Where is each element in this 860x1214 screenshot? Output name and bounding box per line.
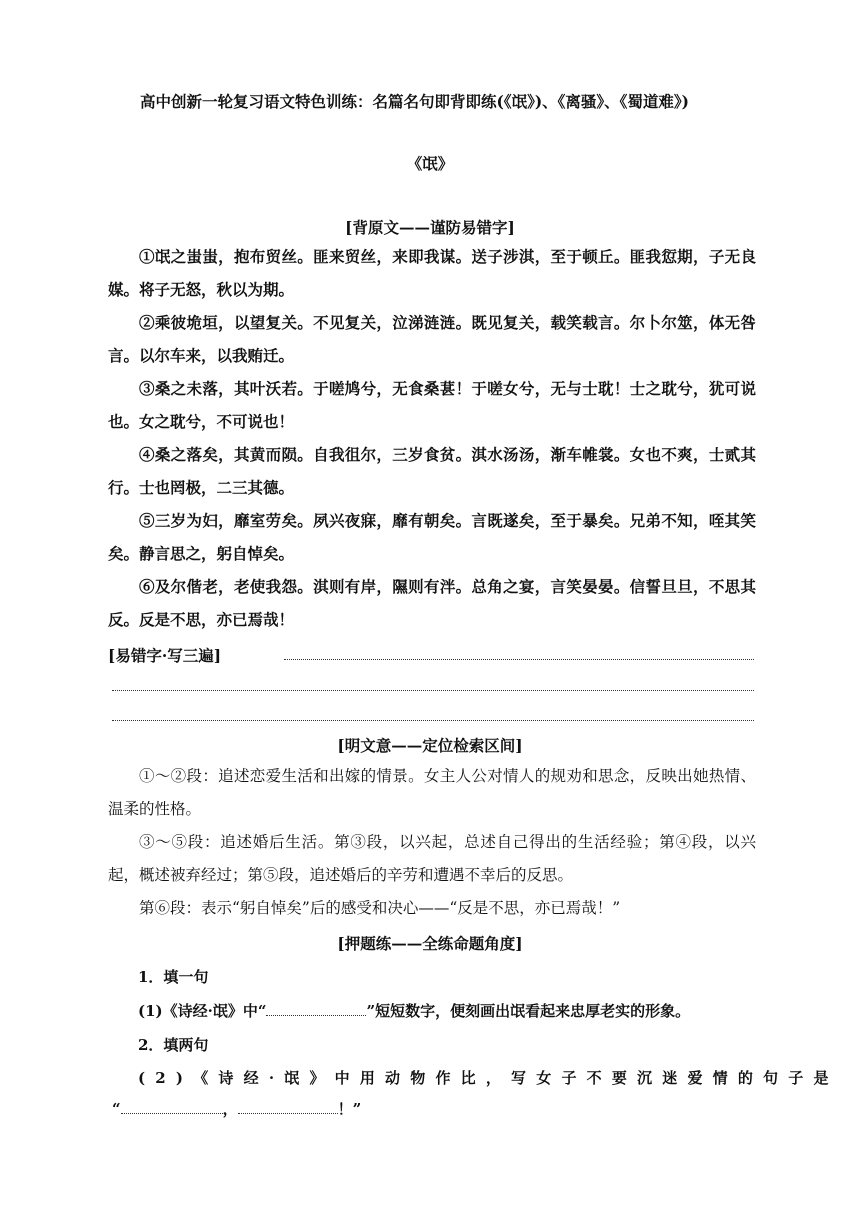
question-2-comma: ， (222, 1100, 238, 1118)
question-1-prefix: (1)《诗经·氓》中“ (138, 1002, 267, 1020)
meaning-2: ③～⑤段：追述婚后生活。第③段，以兴起，总述自己得出的生活经验；第④段，以兴起，概述被弃经过；第⑤段，追述婚后的辛劳和遭遇不幸后的反思。 (108, 833, 756, 884)
answer-blank-1[interactable] (266, 1001, 366, 1016)
answer-blank-2[interactable] (121, 1099, 223, 1114)
section-heading-recite: [背原文——谨防易错字] (345, 218, 515, 237)
practice-label: [易错字·写三遍] (108, 646, 222, 665)
question-1-suffix: ”短短数字，便刻画出氓看起来忠厚老实的形象。 (366, 1002, 691, 1020)
section-heading-meaning: [明文意——定位检索区间] (337, 736, 523, 755)
meaning-1: ①～②段：追述恋爱生活和出嫁的情景。女主人公对情人的规劝和思念，反映出她热情、温柔的性格。 (108, 767, 756, 818)
meaning-3: 第⑥段：表示“躬自悼矣”后的感受和决心——“反是不思，亦已焉哉！” (139, 899, 621, 917)
stanza-1: ①氓之蚩蚩，抱布贸丝。匪来贸丝，来即我谋。送子涉淇，至于顿丘。匪我愆期，子无良媒。将子无怒，秋以为期。 (108, 247, 756, 299)
stanza-4: ④桑之落矣，其黄而陨。自我徂尔，三岁食贫。淇水汤汤，渐车帷裳。女也不爽，士贰其行。士也罔极，二三其德。 (108, 445, 756, 497)
exercise-heading-1: 1．填一句 (138, 968, 209, 986)
stanza-3: ③桑之未落，其叶沃若。于嗟鸠兮，无食桑葚！于嗟女兮，无与士耽！士之耽兮，犹可说也。女之耽兮，不可说也！ (108, 379, 756, 431)
stanza-6: ⑥及尔偕老，老使我怨。淇则有岸，隰则有泮。总角之宴，言笑晏晏。信誓旦旦，不思其反。反是不思，亦已焉哉！ (108, 577, 756, 629)
question-1 (138, 1000, 690, 1021)
question-2-answer (112, 1098, 361, 1119)
practice-line-2[interactable] (112, 690, 754, 691)
question-2-open-quote: “ (112, 1100, 121, 1118)
section-heading-exercise: [押题练——全练命题角度] (337, 934, 523, 953)
practice-line-1[interactable] (284, 659, 754, 660)
stanza-5: ⑤三岁为妇，靡室劳矣。夙兴夜寐，靡有朝矣。言既遂矣，至于暴矣。兄弟不知，咥其笑矣。静言思之，躬自悼矣。 (108, 511, 756, 563)
answer-blank-3[interactable] (238, 1099, 338, 1114)
question-2: (2)《诗经·氓》中用动物作比，写女子不要沉迷爱情的句子是 (138, 1069, 839, 1087)
question-2-close-quote: ！” (337, 1100, 362, 1118)
stanza-2: ②乘彼垝垣，以望复关。不见复关，泣涕涟涟。既见复关，载笑载言。尔卜尔筮，体无咎言。以尔车来，以我贿迁。 (108, 313, 756, 365)
document-title: 高中创新一轮复习语文特色训练：名篇名句即背即练(《氓》)、《离骚》、《蜀道难》) (140, 92, 690, 111)
exercise-heading-2: 2．填两句 (138, 1036, 209, 1054)
practice-line-3[interactable] (112, 720, 754, 721)
poem-title: 《氓》 (406, 154, 454, 173)
